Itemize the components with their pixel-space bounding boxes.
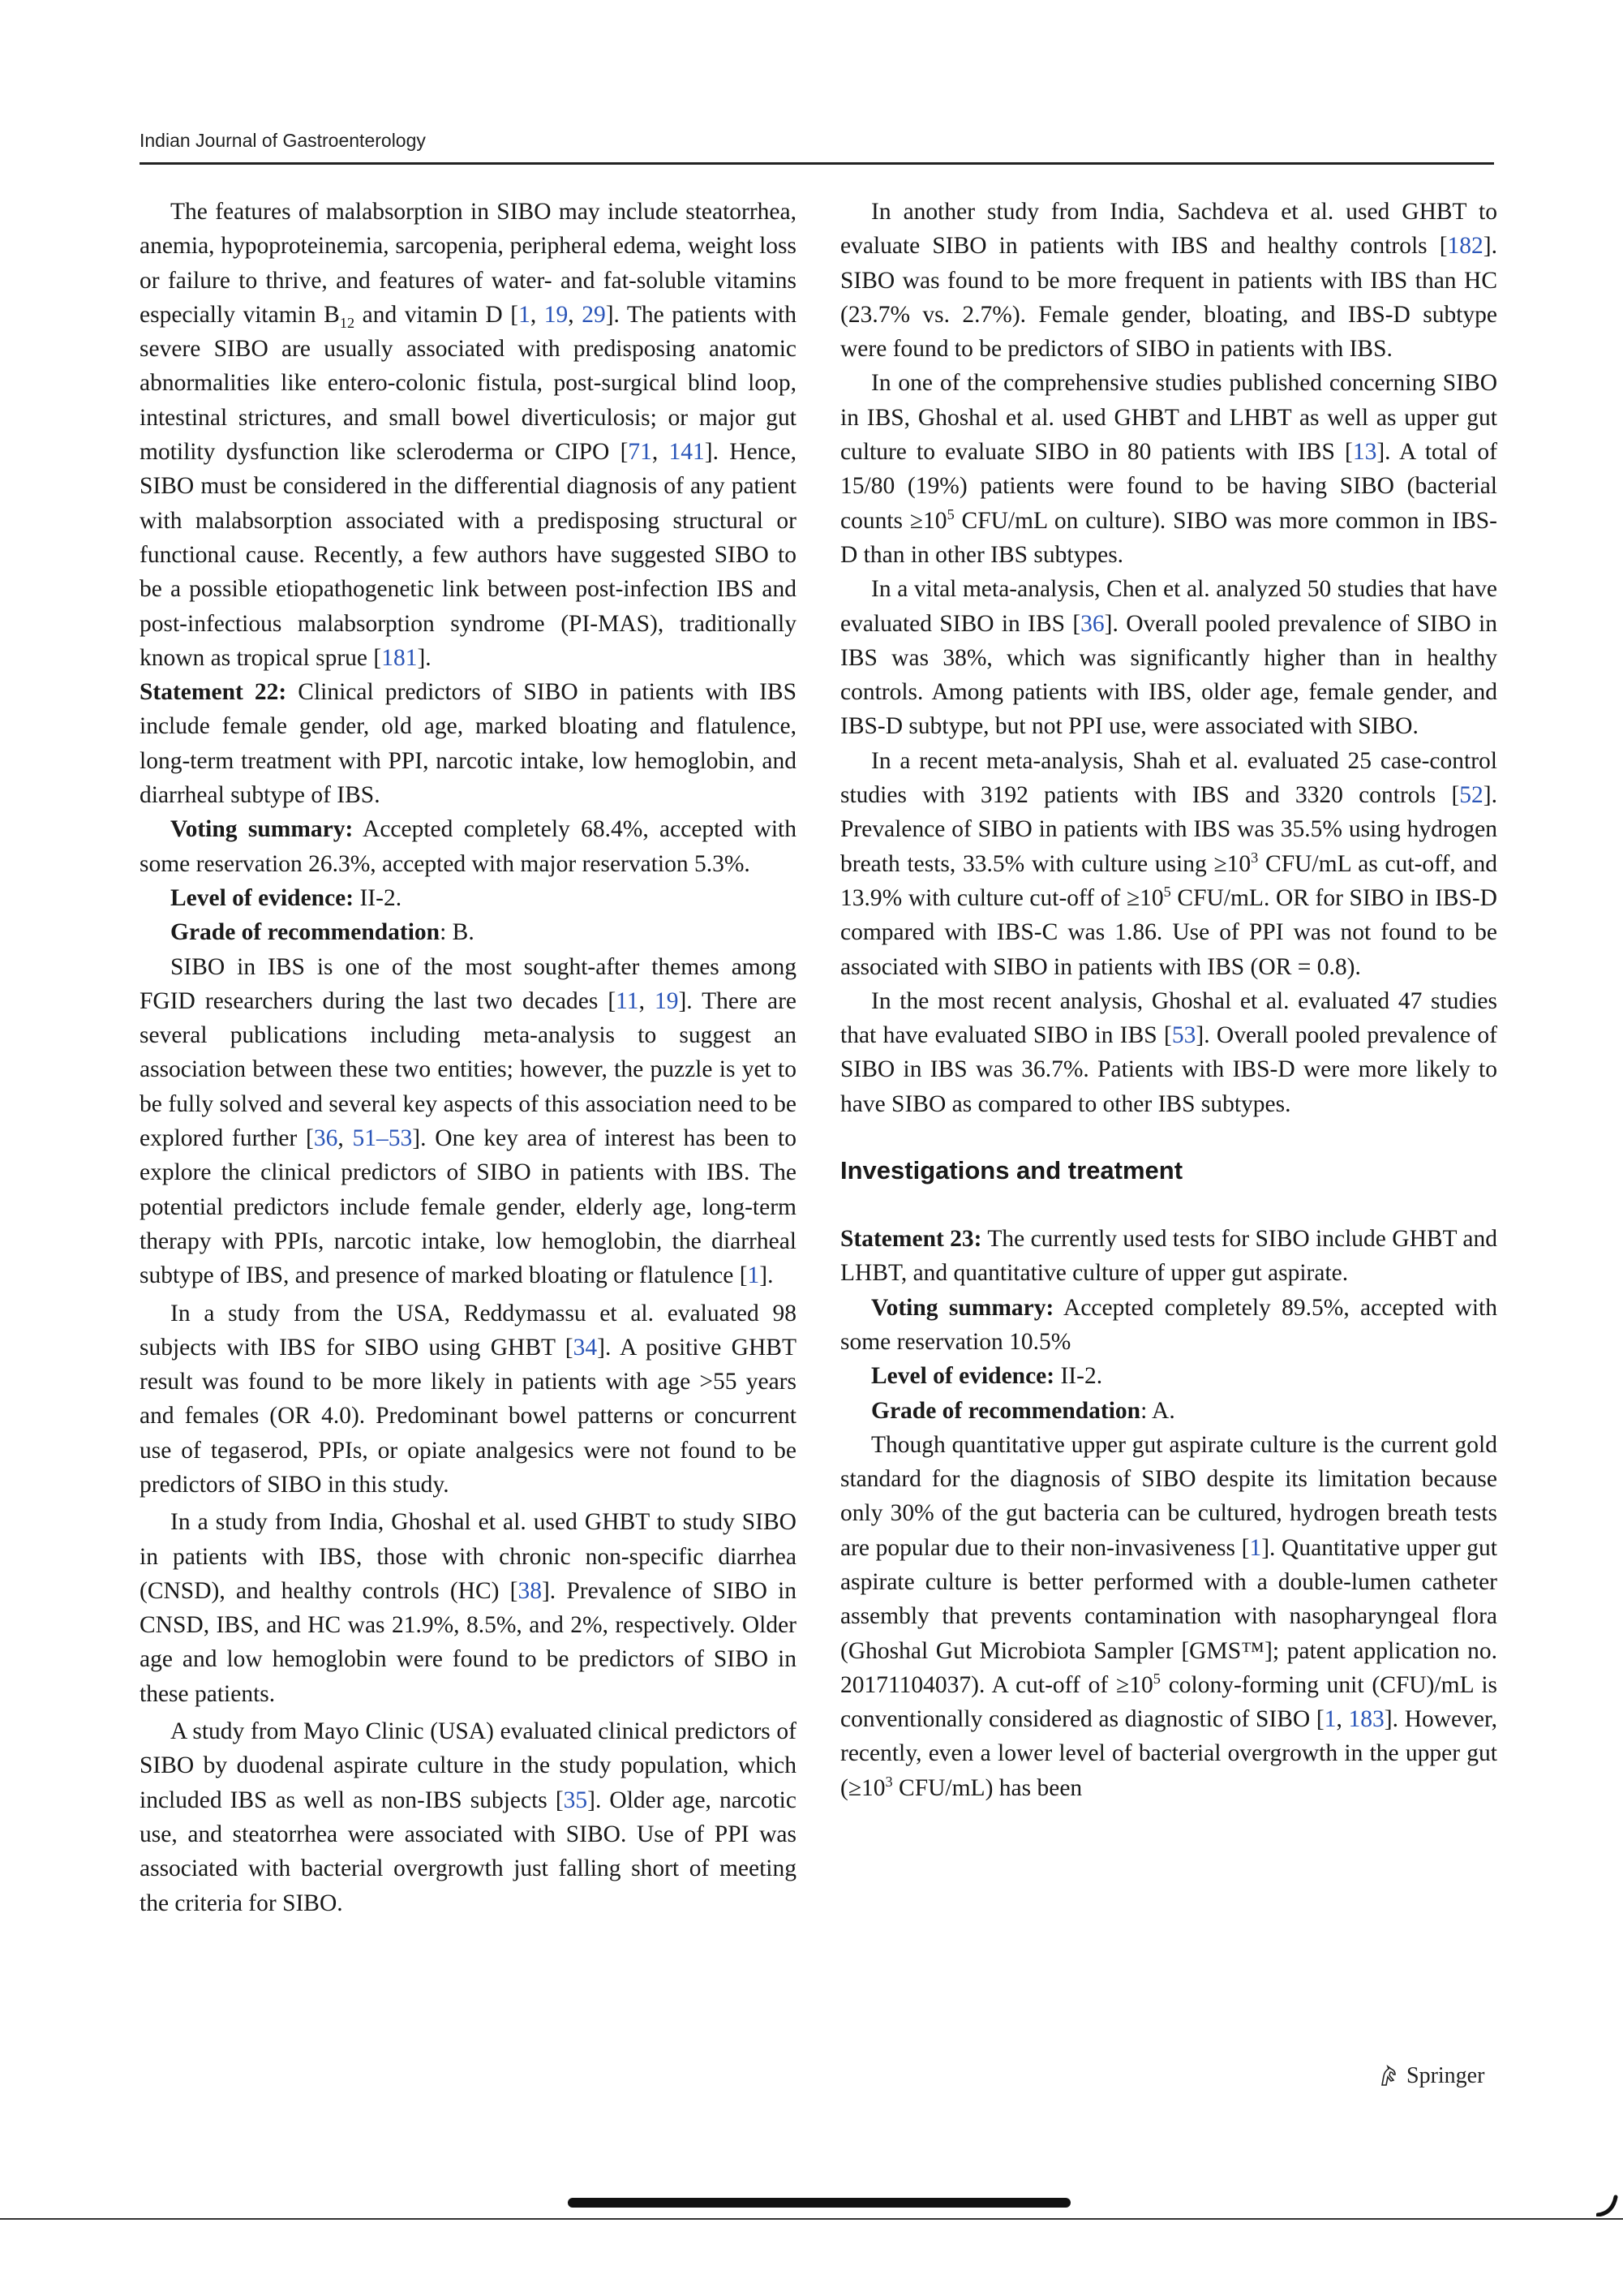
bold-label: Voting summary: [871,1294,1054,1321]
statement-23 [840,1222,1497,1291]
text-run: In the most recent analysis, Ghoshal et al. evaluated 47 studies that have evaluated SIBO in IBS [ [840,987,1497,1049]
voting-summary [140,812,796,881]
citation-link[interactable]: 51–53 [352,1125,413,1152]
text-run: , [337,1125,353,1152]
text-run: ]. Prevalence of SIBO in patients with IBS was 35.5% using hydrogen breath tests, 33.5% with culture using ≥10 [840,782,1497,877]
text-run: , [530,301,544,328]
statement-22 [140,675,796,812]
text-run: CFU/mL. OR for SIBO in IBS-D compared with IBS-C was 1.86. Use of PPI was not found to be associated with SIBO in patients with IBS (OR = 0.8). [840,884,1497,980]
superscript: 3 [885,1773,893,1790]
bold-label: Level of evidence: [871,1363,1055,1390]
viewer-bottom-rule [0,2218,1623,2220]
superscript: 3 [1251,849,1259,866]
text-run: The features of malabsorption in SIBO may include steatorrhea, anemia, hypoproteinemia, sarcopenia, peripheral edema, weight loss or failure to thrive, and features of water- and fat-soluble vitamins especially vitamin B [140,199,796,328]
home-indicator-bar[interactable] [568,2198,1071,2208]
text-run: II-2. [354,884,402,911]
citation-link[interactable]: 1 [518,301,530,328]
citation-link[interactable]: 183 [1348,1706,1385,1733]
bold-label: Statement 23: [840,1226,982,1253]
text-run: ]. SIBO was found to be more frequent in patients with IBS than HC (23.7% vs. 2.7%). Female gender, bloating, and IBS-D subtype were found to be predictors of SIBO in patients with IBS. [840,233,1497,363]
paragraph [840,1428,1497,1805]
citation-link[interactable]: 34 [573,1334,598,1361]
citation-link[interactable]: 36 [313,1125,338,1152]
text-run: ]. One key area of interest has been to explore the clinical predictors of SIBO in patients with IBS. The potential predictors include female gender, elderly age, long-term therapy with PPIs, narcotic intake, low hemoglobin, the diarrheal subtype of IBS, and presence of marked bloating or flatulence [ [140,1125,797,1289]
superscript: 5 [1153,1670,1161,1688]
publisher-logo [1377,2063,1484,2089]
subscript: 12 [339,314,355,331]
left-column [140,195,796,1920]
text-run: Though quantitative upper gut aspirate culture is the current gold standard for the diagnosis of SIBO despite its limitation because only 30% of the gut bacteria can be cultured, hydrogen breath tests are popular due to their non-invasiveness [ [840,1431,1497,1561]
text-run: SIBO in IBS is one of the most sought-after themes among FGID researchers during the last two decades [ [140,953,796,1014]
citation-link[interactable]: 36 [1080,610,1105,637]
citation-link[interactable]: 53 [1171,1022,1196,1049]
text-run: , [651,439,669,466]
citation-link[interactable]: 71 [628,439,652,466]
text-run: CFU/mL) has been [892,1774,1083,1801]
paragraph [140,1714,796,1920]
text-run: and vitamin D [ [354,301,519,328]
text-run: CFU/mL as cut-off, and 13.9% with culture cut-off of ≥10 [840,850,1497,911]
text-run: , [568,301,582,328]
springer-horse-icon [1377,2065,1400,2087]
bold-label: Voting summary: [170,816,354,843]
voting-summary [840,1291,1497,1360]
citation-link[interactable]: 19 [543,301,569,328]
citation-link[interactable]: 1 [1249,1534,1262,1561]
paragraph [840,744,1497,984]
page-curl-icon[interactable] [1596,2191,1621,2216]
text-run: colony-forming unit (CFU)/mL is conventionally considered as diagnostic of SIBO [ [840,1671,1497,1733]
grade-of-recommendation [140,915,796,949]
text-run: In another study from India, Sachdeva et al. used GHBT to evaluate SIBO in patients with IBS and healthy controls [ [840,199,1497,260]
text-run: ]. Prevalence of SIBO in CNSD, IBS, and HC was 21.9%, 8.5%, and 2%, respectively. Older age and low hemoglobin were found to be predictors of SIBO in these patients. [140,1577,796,1707]
citation-link[interactable]: 1 [1324,1706,1337,1733]
citation-link[interactable]: 1 [747,1262,760,1289]
running-head: Indian Journal of Gastroenterology [140,130,426,151]
text-run: In a recent meta-analysis, Shah et al. evaluated 25 case-control studies with 3192 patients with IBS and 3320 controls [ [840,747,1497,809]
paragraph [140,1296,796,1503]
text-run: ]. However, recently, even a lower level of bacterial overgrowth in the upper gut (≥10 [840,1706,1498,1801]
grade-of-recommendation [840,1394,1497,1428]
text-run: Accepted completely 89.5%, accepted with some reservation 10.5% [840,1294,1497,1355]
text-run: Accepted completely 68.4%, accepted with some reservation 26.3%, accepted with major reservation 5.3%. [140,816,796,877]
header-rule [140,162,1494,165]
text-run: , [1336,1706,1349,1733]
text-run: ]. A positive GHBT result was found to be more likely in patients with age >55 years and females (OR 4.0). Predominant bowel patterns or concurrent use of tegaserod, PPIs, or opiate analgesics were not found to be predictors of SIBO in this study. [140,1334,796,1498]
paragraph [140,950,796,1293]
superscript: 5 [1163,884,1171,901]
citation-link[interactable]: 38 [517,1577,542,1604]
citation-link[interactable]: 13 [1352,439,1377,466]
text-run: In a study from the USA, Reddymassu et al. evaluated 98 subjects with IBS for SIBO using GHBT [ [140,1300,796,1361]
paragraph [140,195,796,675]
bold-label: Statement 22: [140,679,287,706]
right-column [840,195,1497,1805]
text-run: ]. Older age, narcotic use, and steatorrhea were associated with SIBO. Use of PPI was associated with bacterial overgrowth just falling short of meeting the criteria for SIBO. [140,1786,796,1916]
text-run: , [638,987,655,1014]
level-of-evidence [140,881,796,915]
paragraph [140,1505,796,1711]
bold-label: Grade of recommendation [871,1397,1141,1424]
citation-link[interactable]: 141 [668,439,705,466]
text-run: ]. A total of 15/80 (19%) patients were found to be having SIBO (bacterial counts ≥10 [840,439,1497,534]
text-run: ]. Hence, SIBO must be considered in the differential diagnosis of any patient with malabsorption associated with a predisposing structural or functional cause. Recently, a few authors have suggested SIBO to be a possible etiopathogenetic link between post-infection IBS and post-infectious malabsorption syndrome (PI-MAS), traditionally known as tropical sprue [ [140,439,796,671]
citation-link[interactable]: 29 [582,301,606,328]
text-run: The currently used tests for SIBO include GHBT and LHBT, and quantitative culture of upper gut aspirate. [840,1226,1498,1287]
text-run: II-2. [1054,1363,1103,1390]
paragraph [840,572,1497,743]
paragraph [840,984,1497,1121]
bold-label: Grade of recommendation [170,919,440,946]
superscript: 5 [947,505,955,522]
paragraph [840,195,1497,366]
bold-label: Level of evidence: [170,884,354,911]
text-run: : B. [440,919,474,946]
section-title: Investigations and treatment [840,1156,1183,1185]
text-run: ]. Quantitative upper gut aspirate culture is better performed with a double-lumen catheter assembly that prevents contamination with nasopharyngeal flora (Ghoshal Gut Microbiota Sampler [GMS™]; patent application no. 20171104037). A cut-off of ≥10 [840,1534,1497,1698]
text-run: ]. The patients with severe SIBO are usually associated with predisposing anatomic abnormalities like entero-colonic fistula, post-surgical blind loop, intestinal strictures, and small bowel diverticulosis; or major gut motility dysfunction like scleroderma or CIPO [ [140,301,797,466]
citation-link[interactable]: 181 [381,644,418,671]
text-run: ]. [759,1262,774,1289]
text-run: : A. [1140,1397,1175,1424]
citation-link[interactable]: 182 [1447,233,1483,260]
text-run: In one of the comprehensive studies published concerning SIBO in IBS, Ghoshal et al. used GHBT and LHBT as well as upper gut culture to evaluate SIBO in 80 patients with IBS [ [840,370,1497,466]
text-run: ]. [417,644,432,671]
text-run: In a vital meta-analysis, Chen et al. analyzed 50 studies that have evaluated SIBO in IBS [ [840,576,1497,637]
level-of-evidence [840,1359,1497,1393]
paragraph [840,366,1497,572]
text-run: ]. Overall pooled prevalence of SIBO in IBS was 38%, which was significantly higher than in healthy controls. Among patients with IBS, older age, female gender, and IBS-D subtype, but not PPI use, were associated with SIBO. [840,610,1497,740]
citation-link[interactable]: 35 [563,1786,588,1813]
publisher-name: Springer [1406,2063,1485,2088]
text-run: A study from Mayo Clinic (USA) evaluated clinical predictors of SIBO by duodenal aspirate culture in the study population, which included IBS as well as non-IBS subjects [ [140,1718,796,1813]
citation-link[interactable]: 52 [1459,782,1483,809]
text-run: In a study from India, Ghoshal et al. used GHBT to study SIBO in patients with IBS, those with chronic non-specific diarrhea (CNSD), and healthy controls (HC) [ [140,1509,796,1604]
text-run: CFU/mL on culture). SIBO was more common in IBS-D than in other IBS subtypes. [840,507,1497,568]
text-run: ]. There are several publications including meta-analysis to suggest an association between these two entities; however, the puzzle is yet to be fully solved and several key aspects of this association need to be explored further [ [140,987,796,1152]
text-run: ]. Overall pooled prevalence of SIBO in IBS was 36.7%. Patients with IBS-D were more likely to have SIBO as compared to other IBS subtypes. [840,1022,1497,1117]
citation-link[interactable]: 19 [654,987,679,1014]
text-run: Clinical predictors of SIBO in patients with IBS include female gender, old age, marked bloating and flatulence, long-term treatment with PPI, narcotic intake, low hemoglobin, and diarrheal subtype of IBS. [140,679,796,809]
citation-link[interactable]: 11 [616,987,639,1014]
